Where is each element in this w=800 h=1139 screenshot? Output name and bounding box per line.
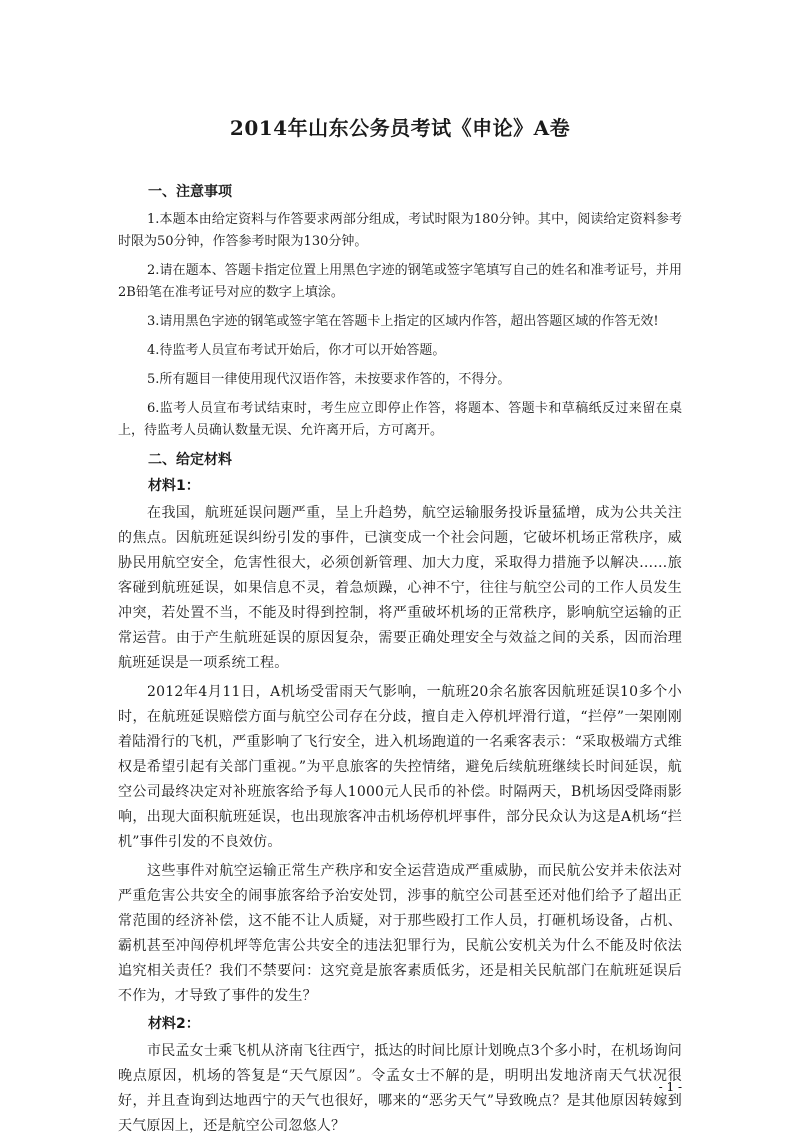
document-title: 2014年山东公务员考试《申论》A卷 — [229, 116, 571, 140]
page-number: - 1 - — [658, 1080, 682, 1094]
material-2-paragraph-1: 市民孟女士乘飞机从济南飞往西宁，抵达的时间比原计划晚点3个多小时，在机场询问晚点原因，机场的答复是“天气原因”。令孟女士不解的是，明明出发地济南天气状况很好，并且查询到达地西宁的天气也很好，哪来的“恶劣天气”导致晚点？是其他原因转嫁到天气原因上，还是航空公司忽悠人？ — [118, 1043, 682, 1134]
note-item-2: 2.请在题本、答题卡指定位置上用黑色字迹的钢笔或签字笔填写自己的姓名和准考证号，并用2B铅笔在准考证号对应的数字上填涂。 — [118, 263, 682, 300]
material-1-paragraph-2: 2012年4月11日，A机场受雷雨天气影响，一航班20余名旅客因航班延误10多个小时，在航班延误赔偿方面与航空公司存在分歧，擅自走入停机坪滑行道，“拦停”一架刚刚着陆滑行的飞机，严重影响了飞行安全，进入机场跑道的一名乘客表示：“采取极端方式维权是希望引起有关部门重视。”为平息旅客的失控情绪，避免后续航班继续长时间延误，航空公司最终决定对补班旅客给予每人1000元人民币的补偿。时隔两天，B机场因受降雨影响，出现大面积航班延误，也出现旅客冲击机场停机坪事件，部分民众认为这是A机场“拦机”事件引发的不良效仿。 — [118, 684, 682, 850]
note-item-1: 1.本题本由给定资料与作答要求两部分组成，考试时限为180分钟。其中，阅读给定资料参考时限为50分钟，作答参考时限为130分钟。 — [118, 212, 682, 249]
note-item-4: 4.待监考人员宣布考试开始后，你才可以开始答题。 — [147, 343, 446, 358]
section-heading-notes: 一、注意事项 — [148, 184, 232, 200]
note-item-6: 6.监考人员宣布考试结束时，考生应立即停止作答，将题本、答题卡和草稿纸反过来留在桌上，待监考人员确认数量无误、允许离开后，方可离开。 — [118, 401, 682, 438]
note-item-5: 5.所有题目一律使用现代汉语作答，未按要求作答的，不得分。 — [147, 372, 511, 387]
material-2-label: 材料2： — [148, 1016, 200, 1032]
material-1-label: 材料1： — [148, 478, 200, 494]
material-1-paragraph-3: 这些事件对航空运输正常生产秩序和安全运营造成严重威胁，而民航公安并未依法对严重危害公共安全的闹事旅客给予治安处罚，涉事的航空公司甚至还对他们给予了超出正常范围的经济补偿，这不能不让人质疑，对于那些殴打工作人员，打砸机场设备，占机、霸机甚至冲闯停机坪等危害公共安全的违法犯罪行为，民航公安机关为什么不能及时依法追究相关责任？我们不禁要问：这究竟是旅客素质低劣，还是相关民航部门在航班延误后不作为，才导致了事件的发生？ — [118, 863, 682, 1004]
note-item-3: 3.请用黑色字迹的钢笔或签字笔在答题卡上指定的区域内作答，超出答题区域的作答无效! — [147, 314, 659, 329]
material-1-paragraph-1: 在我国，航班延误问题严重，呈上升趋势，航空运输服务投诉量猛增，成为公共关注的焦点。因航班延误纠纷引发的事件，已演变成一个社会问题，它破坏机场正常秩序，威胁民用航空安全，危害性很大，必须创新管理、加大力度，采取得力措施予以解决……旅客碰到航班延误，如果信息不灵，着急烦躁，心神不宁，往往与航空公司的工作人员发生冲突，若处置不当，不能及时得到控制，将严重破坏机场的正常秩序，影响航空运输的正常运营。由于产生航班延误的原因复杂，需要正确处理安全与效益之间的关系，因而治理航班延误是一项系统工程。 — [118, 505, 682, 671]
section-heading-materials: 二、给定材料 — [148, 452, 232, 468]
